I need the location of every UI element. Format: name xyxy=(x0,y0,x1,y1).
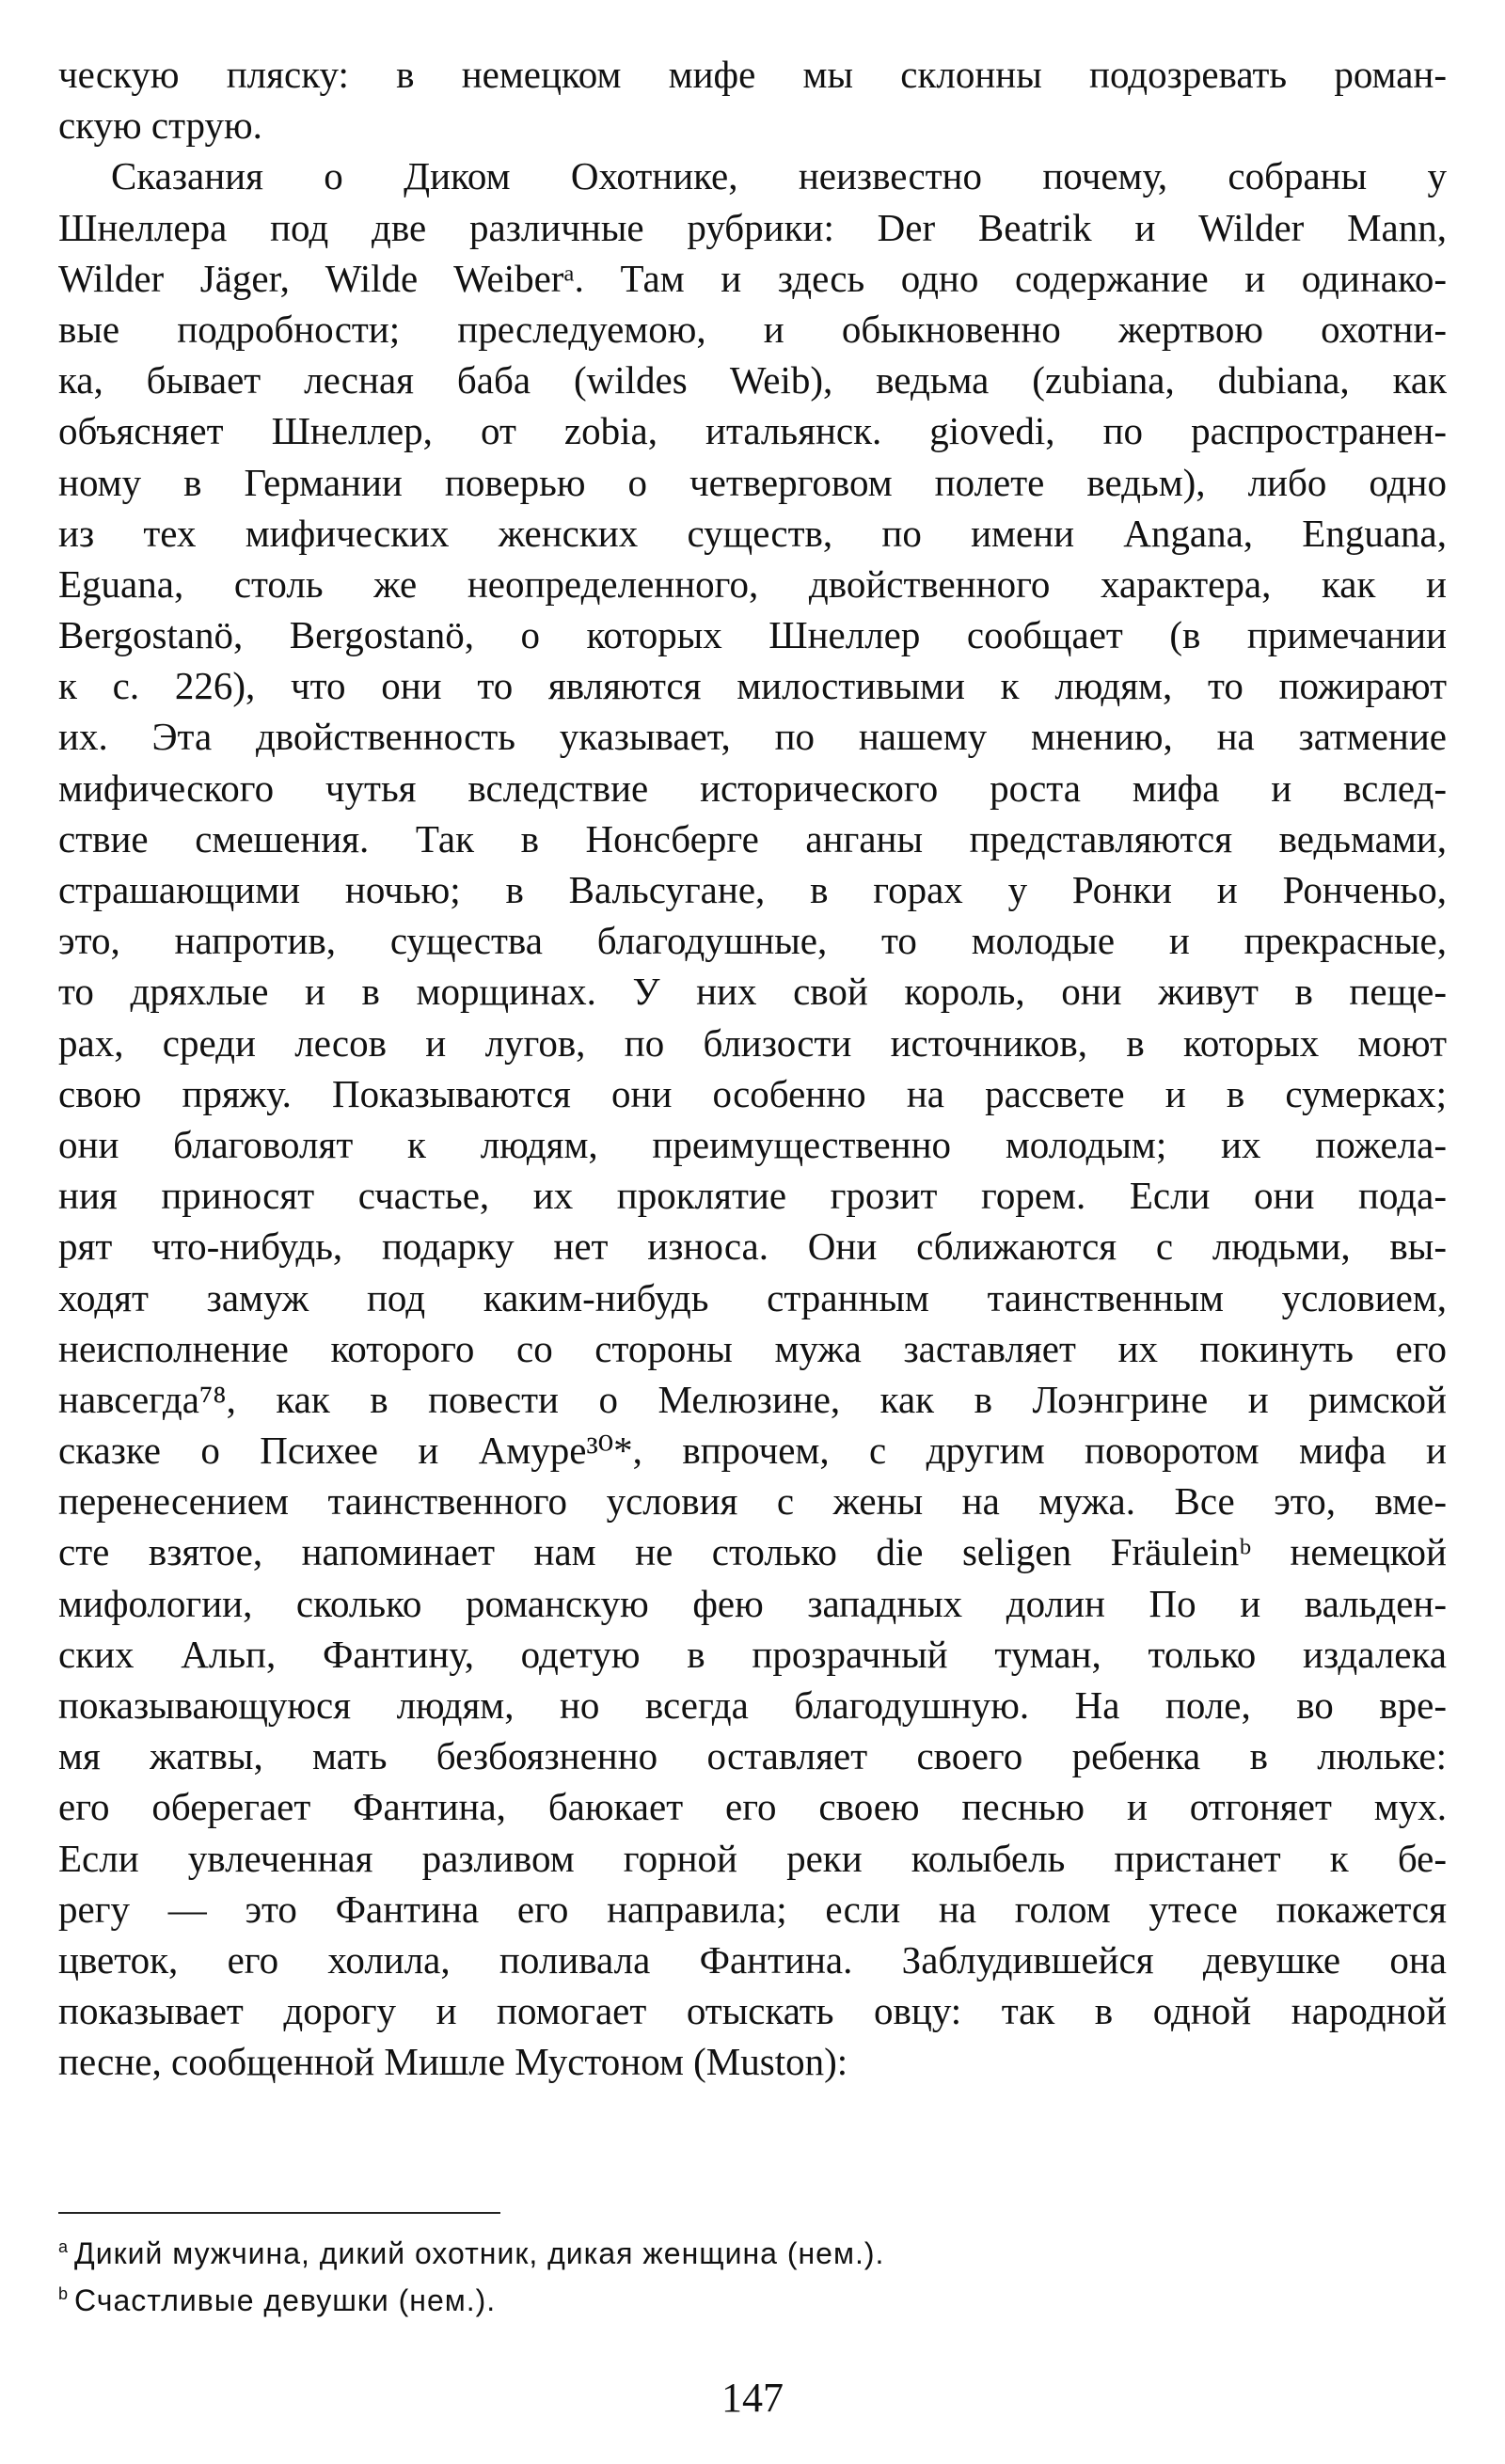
text-line: цветок, его холила, поливала Фантина. Заблудившейся девушке она xyxy=(58,1937,1447,1982)
text-line: его оберегает Фантина, баюкает его своею песнью и отгоняет мух. xyxy=(58,1785,1447,1829)
footnote xyxy=(58,2223,1447,2270)
text-line: Bergostanö, Bergostanö, о которых Шнеллер сообщает (в примечании xyxy=(58,613,1447,657)
text-line: сте взятое, напоминает нам не столько die seligen Fräuleinᵇ немецкой xyxy=(58,1530,1447,1574)
text-line: Сказания о Диком Охотнике, неизвестно почему, собраны у xyxy=(111,154,1447,198)
text-line: рят что-нибудь, подарку нет износа. Они сближаются с людьми, вы- xyxy=(58,1224,1447,1269)
text-line: к с. 226), что они то являются милостивыми к людям, то пожирают xyxy=(58,664,1447,708)
text-line: Eguana, столь же неопределенного, двойственного характера, как и xyxy=(58,561,1447,606)
text-line: показывает дорогу и помогает отыскать овцу: так в одной народной xyxy=(58,1989,1447,2033)
text-line: они благоволят к людям, преимущественно молодым; их пожела- xyxy=(58,1122,1447,1166)
text-line: ния приносят счастье, их проклятие грозит горем. Если они пода- xyxy=(58,1174,1447,1218)
footnote-list xyxy=(58,2223,1447,2317)
text-line: ходят замуж под каким-нибудь странным таинственным условием, xyxy=(58,1275,1447,1319)
text-line: показывающуюся людям, но всегда благодушную. На поле, во вре- xyxy=(58,1683,1447,1727)
text-line: это, напротив, существа благодушные, то молодые и прекрасные, xyxy=(58,919,1447,963)
text-line: свою пряжу. Показываются они особенно на рассвете и в сумерках; xyxy=(58,1071,1447,1115)
text-line: Wilder Jäger, Wilde Weiberᵃ. Там и здесь одно содержание и одинако- xyxy=(58,256,1447,300)
footnote-mark: a xyxy=(58,2237,70,2256)
text-line: ских Альп, Фантину, одетую в прозрачный туман, только издалека xyxy=(58,1632,1447,1676)
footnote xyxy=(58,2270,1447,2317)
text-line: их. Эта двойственность указывает, по нашему мнению, на затмение xyxy=(58,715,1447,759)
text-line: ному в Германии поверью о четверговом полете ведьм), либо одно xyxy=(58,460,1447,504)
footnote-text: Дикий мужчина, дикий охотник, дикая женщина (нем.). xyxy=(74,2236,885,2270)
text-line: страшающими ночью; в Вальсугане, в горах у Ронки и Ронченьо, xyxy=(58,868,1447,911)
body-text xyxy=(58,49,1447,2088)
text-line: регу — это Фантина его направила; если на голом утесе покажется xyxy=(58,1887,1447,1931)
text-line: объясняет Шнеллер, от zobia, итальянск. giovedi, по распространен- xyxy=(58,409,1447,453)
text-line: ческую пляску: в немецком мифе мы склонны подозревать роман- xyxy=(58,53,1447,96)
text-line: перенесением таинственного условия с жены на мужа. Все это, вме- xyxy=(58,1479,1447,1524)
text-line: Если увлеченная разливом горной реки колыбель пристанет к бе- xyxy=(58,1836,1447,1880)
text-line: мифического чутья вследствие исторического роста мифа и вслед- xyxy=(58,766,1447,810)
text-line: скую струю. xyxy=(58,103,262,148)
text-line: мифологии, сколько романскую фею западных долин По и вальден- xyxy=(58,1581,1447,1625)
text-line: неисполнение которого со стороны мужа заставляет их покинуть его xyxy=(58,1326,1447,1370)
text-line: вые подробности; преследуемою, и обыкновенно жертвою охотни- xyxy=(58,307,1447,351)
text-line: мя жатвы, мать безбоязненно оставляет своего ребенка в люльке: xyxy=(58,1734,1447,1778)
footnote-rule xyxy=(58,2212,500,2214)
text-line: Шнеллера под две различные рубрики: Der Beatrik и Wilder Mann, xyxy=(58,205,1447,249)
text-line: из тех мифических женских существ, по имени Angana, Enguana, xyxy=(58,511,1447,555)
text-line: песне, сообщенной Мишле Мустоном (Muston): xyxy=(58,2040,848,2084)
page-number: 147 xyxy=(721,2375,784,2421)
text-line: ствие смешения. Так в Нонсберге анганы представляются ведьмами, xyxy=(58,816,1447,861)
text-line: навсегда⁷⁸, как в повести о Мелюзине, как в Лоэнгрине и римской xyxy=(58,1377,1447,1421)
text-line: то дряхлые и в морщинах. У них свой король, они живут в пеще- xyxy=(58,970,1447,1014)
text-line: рах, среди лесов и лугов, по близости источников, в которых моют xyxy=(58,1020,1447,1065)
text-line: сказке о Психее и Амуре³⁰*, впрочем, с другим поворотом мифа и xyxy=(58,1429,1447,1473)
text-line: ка, бывает лесная баба (wildes Weib), ведьма (zubiana, dubiana, как xyxy=(58,358,1447,403)
footnote-text: Счастливые девушки (нем.). xyxy=(74,2283,497,2317)
footnotes xyxy=(58,2212,1447,2317)
footnote-mark: b xyxy=(58,2284,70,2303)
